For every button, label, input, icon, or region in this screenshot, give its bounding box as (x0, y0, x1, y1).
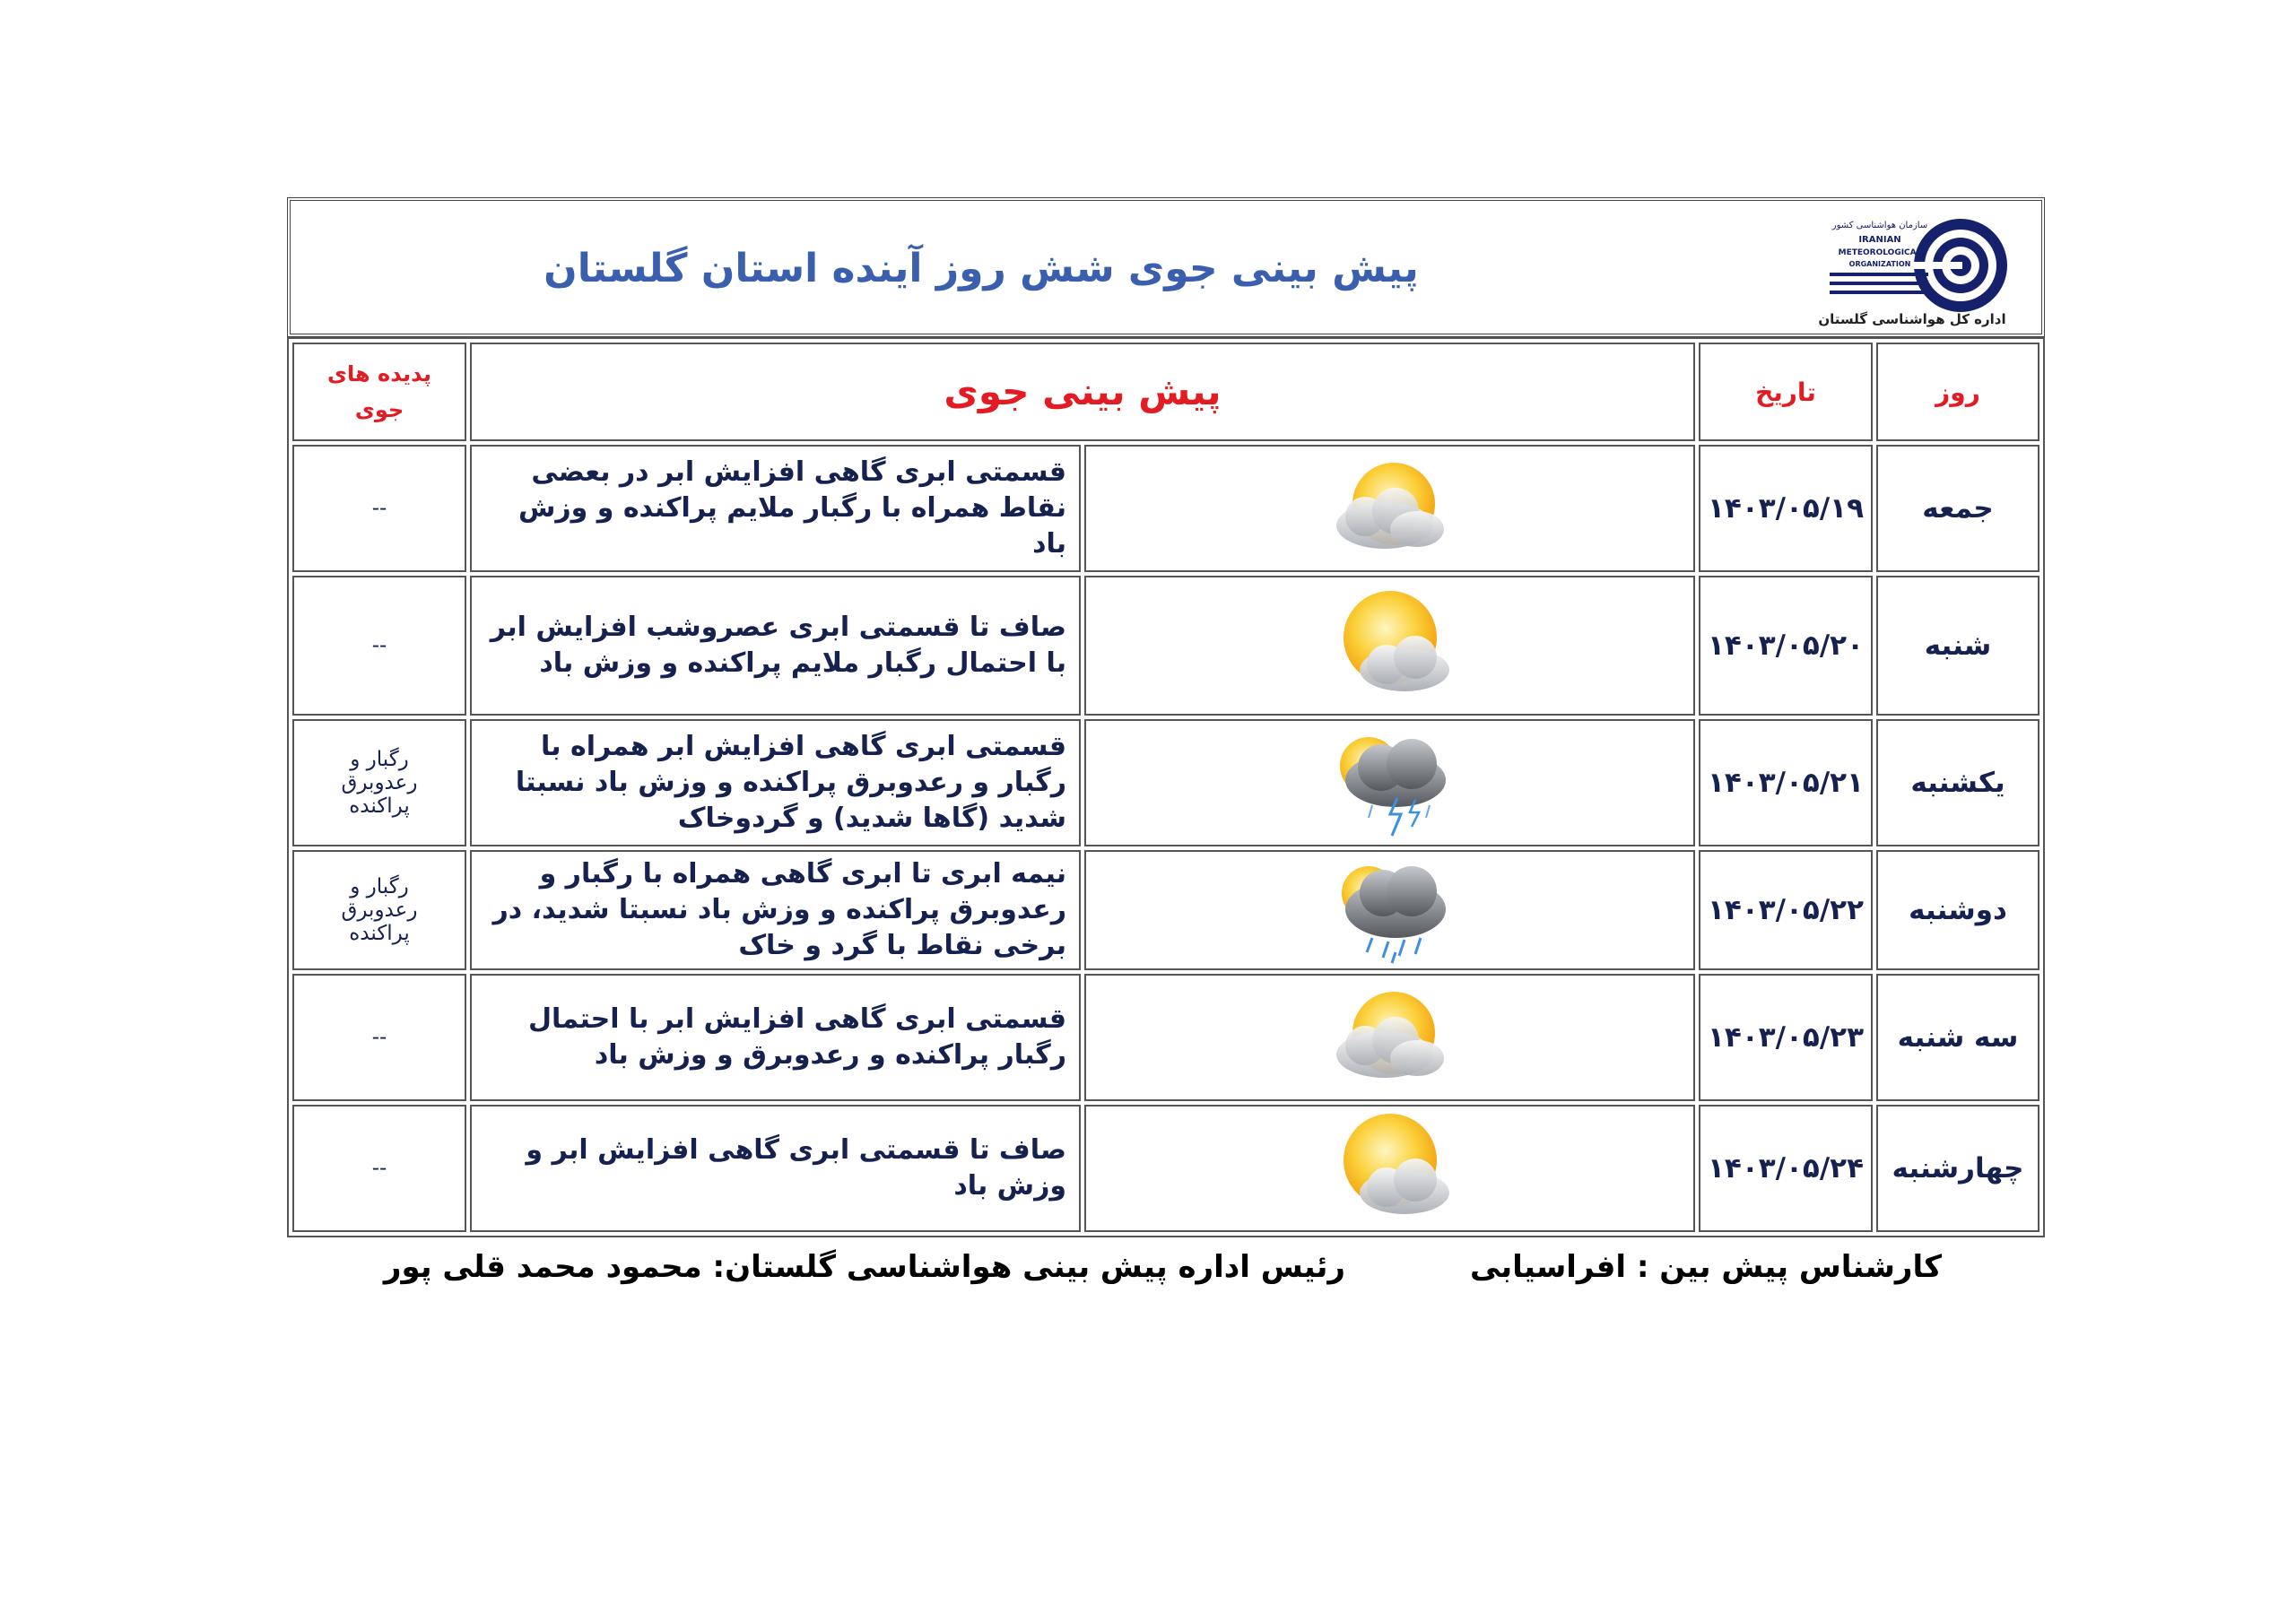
forecast-description: نیمه ابری تا ابری گاهی همراه با رگبار و رعدوبرق پراکنده و وزش باد نسبتا شدید، در برخی نقاط با گرد و خاک (470, 850, 1081, 970)
phenomena-line-1: رگبار و (350, 875, 409, 898)
day-cell: سه شنبه (1876, 974, 2039, 1101)
day-cell: چهارشنبه (1876, 1105, 2039, 1232)
footer-forecaster: کارشناس پیش بین : افراسیابی (1470, 1249, 1942, 1285)
partly-cloudy-icon (1318, 450, 1462, 567)
header-phenomena-line-2: جوی (354, 397, 404, 422)
forecast-row (292, 1105, 2039, 1232)
weather-icon-cell (1084, 850, 1695, 970)
phenomena-cell (292, 1105, 466, 1232)
partly-cloudy-icon (1318, 979, 1462, 1096)
phenomena-line-2: رعدوبرق (341, 898, 418, 922)
weather-icon-cell (1084, 445, 1695, 572)
phenomena-line-1: -- (371, 634, 387, 657)
table-header-row (292, 343, 2039, 441)
day-cell: یکشنبه (1876, 719, 2039, 846)
forecast-row (292, 445, 2039, 572)
svg-text:ORGANIZATION: ORGANIZATION (1848, 260, 1911, 268)
phenomena-line-1: -- (371, 497, 387, 520)
header-forecast: پیش بینی جوی (470, 343, 1695, 441)
svg-text:سازمان هواشناسی کشور: سازمان هواشناسی کشور (1831, 221, 1928, 230)
forecast-description: قسمتی ابری گاهی افزایش ابر در بعضی نقاط همراه با رگبار ملایم پراکنده و وزش باد (470, 445, 1081, 572)
forecast-row (292, 974, 2039, 1101)
header-day: روز (1876, 343, 2039, 441)
date-cell: ۱۴۰۳/۰۵/۲۳ (1699, 974, 1873, 1101)
logo-caption: اداره کل هواشناسی گلستان (1818, 311, 2006, 327)
day-cell: دوشنبه (1876, 850, 2039, 970)
header-box (287, 197, 2045, 337)
date-cell: ۱۴۰۳/۰۵/۲۱ (1699, 719, 1873, 846)
forecast-row (292, 719, 2039, 846)
forecast-table (287, 337, 2045, 1237)
forecast-description: قسمتی ابری گاهی افزایش ابر همراه با رگبار و رعدوبرق پراکنده و وزش باد نسبتا شدید (گاها شدید) و گردوخاک (470, 719, 1081, 846)
header-phenomena (292, 343, 466, 441)
forecast-row (292, 850, 2039, 970)
thunderstorm-icon (1318, 725, 1462, 841)
phenomena-line-1: -- (371, 1157, 387, 1180)
date-cell: ۱۴۰۳/۰۵/۲۲ (1699, 850, 1873, 970)
weather-icon-cell (1084, 1105, 1695, 1232)
footer-department-head: رئیس اداره پیش بینی هواشناسی گلستان: محمود محمد قلی پور (383, 1249, 1345, 1285)
forecast-description: صاف تا قسمتی ابری گاهی افزایش ابر و وزش باد (470, 1105, 1081, 1232)
page-title: پیش بینی جوی شش روز آینده استان گلستان (544, 246, 1419, 291)
rain-cloud-icon (1318, 852, 1462, 968)
header-date: تاریخ (1699, 343, 1873, 441)
phenomena-line-1: -- (371, 1026, 387, 1049)
weather-icon-cell (1084, 576, 1695, 716)
forecast-row (292, 576, 2039, 716)
phenomena-cell (292, 850, 466, 970)
forecast-description: صاف تا قسمتی ابری عصروشب افزایش ابر با احتمال رگبار ملایم پراکنده و وزش باد (470, 576, 1081, 716)
forecast-sheet (287, 197, 2045, 1237)
day-cell: شنبه (1876, 576, 2039, 716)
phenomena-line-3: پراکنده (349, 794, 410, 818)
date-cell: ۱۴۰۳/۰۵/۱۹ (1699, 445, 1873, 572)
date-cell: ۱۴۰۳/۰۵/۲۴ (1699, 1105, 1873, 1232)
header-phenomena-line-1: پدیده های (327, 361, 431, 386)
weather-icon-cell (1084, 974, 1695, 1101)
svg-text:METEOROLOGICAL: METEOROLOGICAL (1838, 248, 1922, 257)
footer (0, 1249, 2296, 1303)
phenomena-cell (292, 445, 466, 572)
forecast-description: قسمتی ابری گاهی افزایش ابر با احتمال رگبار پراکنده و رعدوبرق و وزش باد (470, 974, 1081, 1101)
phenomena-line-1: رگبار و (350, 748, 409, 771)
phenomena-cell (292, 576, 466, 716)
phenomena-line-2: رعدوبرق (341, 771, 418, 794)
sun-cloud-icon (1318, 587, 1462, 704)
svg-text:IRANIAN: IRANIAN (1858, 235, 1901, 245)
sun-cloud-icon (1318, 1110, 1462, 1227)
iran-meteorological-organization-logo (1817, 210, 2023, 326)
day-cell: جمعه (1876, 445, 2039, 572)
date-cell: ۱۴۰۳/۰۵/۲۰ (1699, 576, 1873, 716)
phenomena-cell (292, 974, 466, 1101)
phenomena-line-3: پراکنده (349, 922, 410, 945)
phenomena-cell (292, 719, 466, 846)
weather-icon-cell (1084, 719, 1695, 846)
